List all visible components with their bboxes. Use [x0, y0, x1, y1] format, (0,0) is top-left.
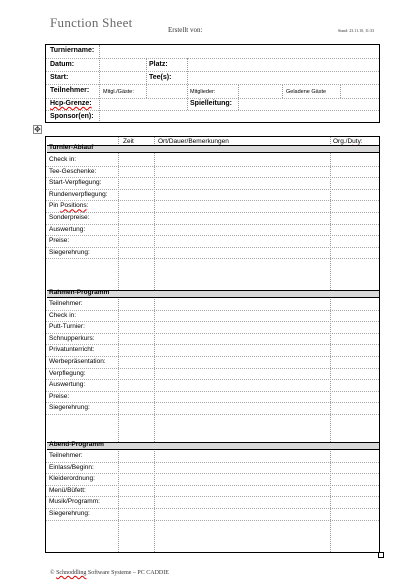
label-turniername: Turniername:	[50, 47, 95, 54]
schedule-row-label: Menü/Büfett:	[49, 486, 86, 494]
schedule-row-divider	[46, 485, 379, 486]
column-header-ort: Ort/Dauer/Bemerkungen	[158, 138, 229, 145]
schedule-row-label: Check in:	[49, 156, 77, 163]
schedule-row-divider	[46, 473, 379, 474]
schedule-row-label: Tee-Geschenke:	[49, 167, 97, 175]
schedule-row-divider	[46, 258, 379, 259]
schedule-row-divider	[46, 247, 379, 248]
schedule-row-divider	[46, 508, 379, 509]
schedule-row-divider	[46, 496, 379, 497]
schedule-row-divider	[46, 200, 379, 201]
schedule-row-label: Preise:	[49, 237, 70, 245]
schedule-row-label: Schnupperkurs:	[49, 334, 95, 342]
label-spielleitung: Spielleitung:	[190, 100, 232, 107]
schedule-row-label: Siegerehrung:	[49, 248, 90, 256]
label-mitgl-gaeste: Mitgl./Gäste:	[103, 89, 134, 95]
schedule-row-label: Kleiderordnung:	[49, 475, 95, 483]
schedule-row-label: Siegerehrung:	[49, 404, 90, 412]
stand-timestamp: Stand: 23.11.10, 11:33	[338, 28, 375, 33]
schedule-row-divider	[46, 224, 379, 225]
section-title-turnier: Turnier-Ablauf	[49, 144, 94, 151]
schedule-row-divider	[46, 356, 379, 357]
schedule-row-divider	[46, 166, 379, 167]
schedule-row-label: Teilnehmer:	[49, 300, 83, 307]
schedule-row-divider	[46, 333, 379, 334]
schedule-row-divider	[46, 368, 379, 369]
section-bar-turnier	[47, 145, 379, 153]
label-mitglieder: Mitglieder:	[190, 89, 216, 95]
schedule-row-divider	[46, 462, 379, 463]
schedule-row-divider	[46, 310, 379, 311]
schedule-row-divider	[46, 235, 379, 236]
label-teilnehmer: Teilnehmer:	[50, 87, 90, 94]
schedule-row-divider	[46, 414, 379, 415]
column-header-org: Org./Duty:	[333, 138, 363, 145]
schedule-row-label: Auswertung:	[49, 381, 86, 389]
schedule-row-label: Check in:	[49, 311, 77, 319]
label-hcp-grenze: Hcp-Grenze:	[50, 100, 92, 107]
schedule-row-divider	[46, 321, 379, 322]
schedule-row-label: Auswertung:	[49, 225, 86, 233]
label-datum: Datum:	[50, 61, 75, 68]
schedule-row-divider	[46, 189, 379, 190]
schedule-row-divider	[46, 344, 379, 345]
schedule-row-divider	[46, 402, 379, 403]
column-header-zeit: Zeit	[123, 138, 134, 145]
schedule-row-label: Werbepräsentation:	[49, 358, 106, 365]
schedule-row-label: Sonderpreise:	[49, 214, 90, 221]
label-platz: Platz:	[149, 61, 168, 68]
label-geladene-gaeste: Geladene Gäste	[286, 89, 327, 95]
page-title: Function Sheet	[50, 15, 133, 30]
schedule-row-divider	[46, 212, 379, 213]
created-by-label: Erstellt von:	[168, 26, 203, 34]
table-end-marker	[378, 552, 384, 558]
label-tees: Tee(s):	[149, 74, 172, 81]
schedule-row-label: Privatunterricht:	[49, 346, 95, 354]
schedule-row-label: Pin Positions:	[49, 202, 89, 210]
schedule-row-divider	[46, 177, 379, 178]
schedule-row-divider	[46, 379, 379, 380]
schedule-row-label: Start-Verpflegung:	[49, 179, 102, 187]
schedule-row-label: Teilnehmer:	[49, 452, 83, 459]
section-title-rahmen: Rahmen-Programm	[49, 289, 110, 296]
footer-copyright: © Schnoddling Software Systeme – PC CADDIE	[50, 570, 169, 576]
schedule-row-label: Verpflegung:	[49, 369, 86, 377]
schedule-row-label: Siegerehrung:	[49, 510, 90, 517]
schedule-row-label: Rundenverpflegung:	[49, 190, 108, 198]
schedule-row-label: Putt-Turnier:	[49, 323, 85, 331]
table-move-handle-icon[interactable]: ✥	[34, 125, 41, 134]
schedule-row-label: Einlass/Beginn:	[49, 463, 94, 471]
schedule-row-label: Musik/Programm:	[49, 498, 100, 506]
schedule-row-divider	[46, 391, 379, 392]
label-start: Start:	[50, 74, 69, 81]
section-title-abend: Abend-Programm	[49, 441, 104, 448]
label-sponsor: Sponsor(en):	[50, 113, 94, 120]
schedule-row-label: Preise:	[49, 392, 70, 400]
schedule-row-divider	[46, 520, 379, 521]
